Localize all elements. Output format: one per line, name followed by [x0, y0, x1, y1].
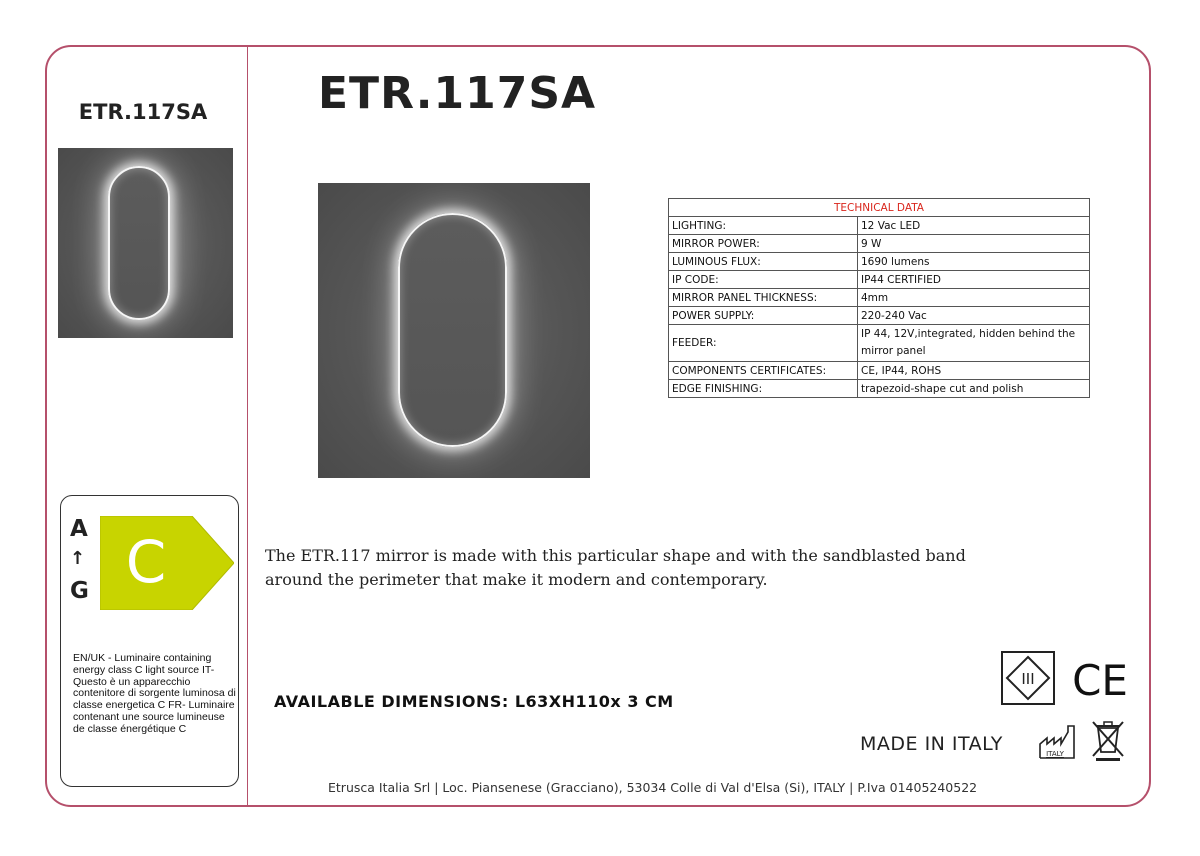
row-label: EDGE FINISHING: — [669, 380, 858, 398]
table-row — [669, 217, 1090, 235]
factory-icon — [1038, 724, 1078, 760]
row-label: FEEDER: — [669, 325, 858, 362]
row-value: IP 44, 12V,integrated, hidden behind the mirror panel — [858, 325, 1090, 362]
energy-scale-top: A — [70, 516, 88, 542]
sidebar-product-code: ETR.117SA — [78, 100, 208, 124]
row-value: 1690 lumens — [858, 253, 1090, 271]
ce-mark-icon — [1070, 656, 1130, 702]
mirror-illustration — [108, 166, 170, 320]
energy-label-text: EN/UK - Luminaire containing energy class C light source IT- Questo è un apparecchio contenitore di sorgente luminosa di classe energetica C FR- Luminaire contenant une source lumineuse de classe énergétique C — [73, 652, 236, 735]
row-value: IP44 CERTIFIED — [858, 271, 1090, 289]
table-row — [669, 271, 1090, 289]
page-title: ETR.117SA — [318, 68, 597, 119]
energy-scale-arrow: ↑ — [70, 548, 86, 569]
row-label: MIRROR PANEL THICKNESS: — [669, 289, 858, 307]
table-row — [669, 362, 1090, 380]
table-row — [669, 235, 1090, 253]
mirror-illustration — [398, 213, 507, 447]
ce-mark-label: CE — [1072, 656, 1128, 702]
energy-scale-bottom: G — [70, 578, 89, 604]
technical-data-table — [668, 198, 1090, 398]
sidebar-divider — [247, 47, 248, 805]
product-description: The ETR.117 mirror is made with this particular shape and with the sandblasted band around the perimeter that make it modern and contemporary. — [265, 546, 966, 589]
row-label: LUMINOUS FLUX: — [669, 253, 858, 271]
row-value: 9 W — [858, 235, 1090, 253]
table-row — [669, 307, 1090, 325]
row-label: MIRROR POWER: — [669, 235, 858, 253]
row-value: trapezoid-shape cut and polish — [858, 380, 1090, 398]
energy-class-letter: C — [125, 528, 167, 596]
class-iii-icon — [1000, 650, 1056, 706]
table-header: TECHNICAL DATA — [669, 199, 1090, 217]
table-header-row — [669, 199, 1090, 217]
row-label: IP CODE: — [669, 271, 858, 289]
product-photo — [318, 183, 590, 478]
made-in-italy: MADE IN ITALY — [860, 733, 1003, 755]
table-row — [669, 325, 1090, 362]
product-thumbnail — [58, 148, 233, 338]
available-dimensions: AVAILABLE DIMENSIONS: L63XH110x 3 CM — [274, 692, 674, 711]
row-label: POWER SUPPLY: — [669, 307, 858, 325]
row-value: 220-240 Vac — [858, 307, 1090, 325]
row-value: 4mm — [858, 289, 1090, 307]
table-row — [669, 380, 1090, 398]
row-label: COMPONENTS CERTIFICATES: — [669, 362, 858, 380]
energy-scale — [66, 516, 100, 610]
weee-bin-icon — [1090, 718, 1126, 762]
table-row — [669, 289, 1090, 307]
row-value: 12 Vac LED — [858, 217, 1090, 235]
row-label: LIGHTING: — [669, 217, 858, 235]
factory-icon-label: ITALY — [1046, 750, 1064, 758]
class-iii-label: III — [1021, 670, 1035, 688]
company-footer: Etrusca Italia Srl | Loc. Piansenese (Gracciano), 53034 Colle di Val d'Elsa (Si), ITALY | P.Iva 01405240522 — [328, 780, 978, 795]
table-row — [669, 253, 1090, 271]
row-value: CE, IP44, ROHS — [858, 362, 1090, 380]
